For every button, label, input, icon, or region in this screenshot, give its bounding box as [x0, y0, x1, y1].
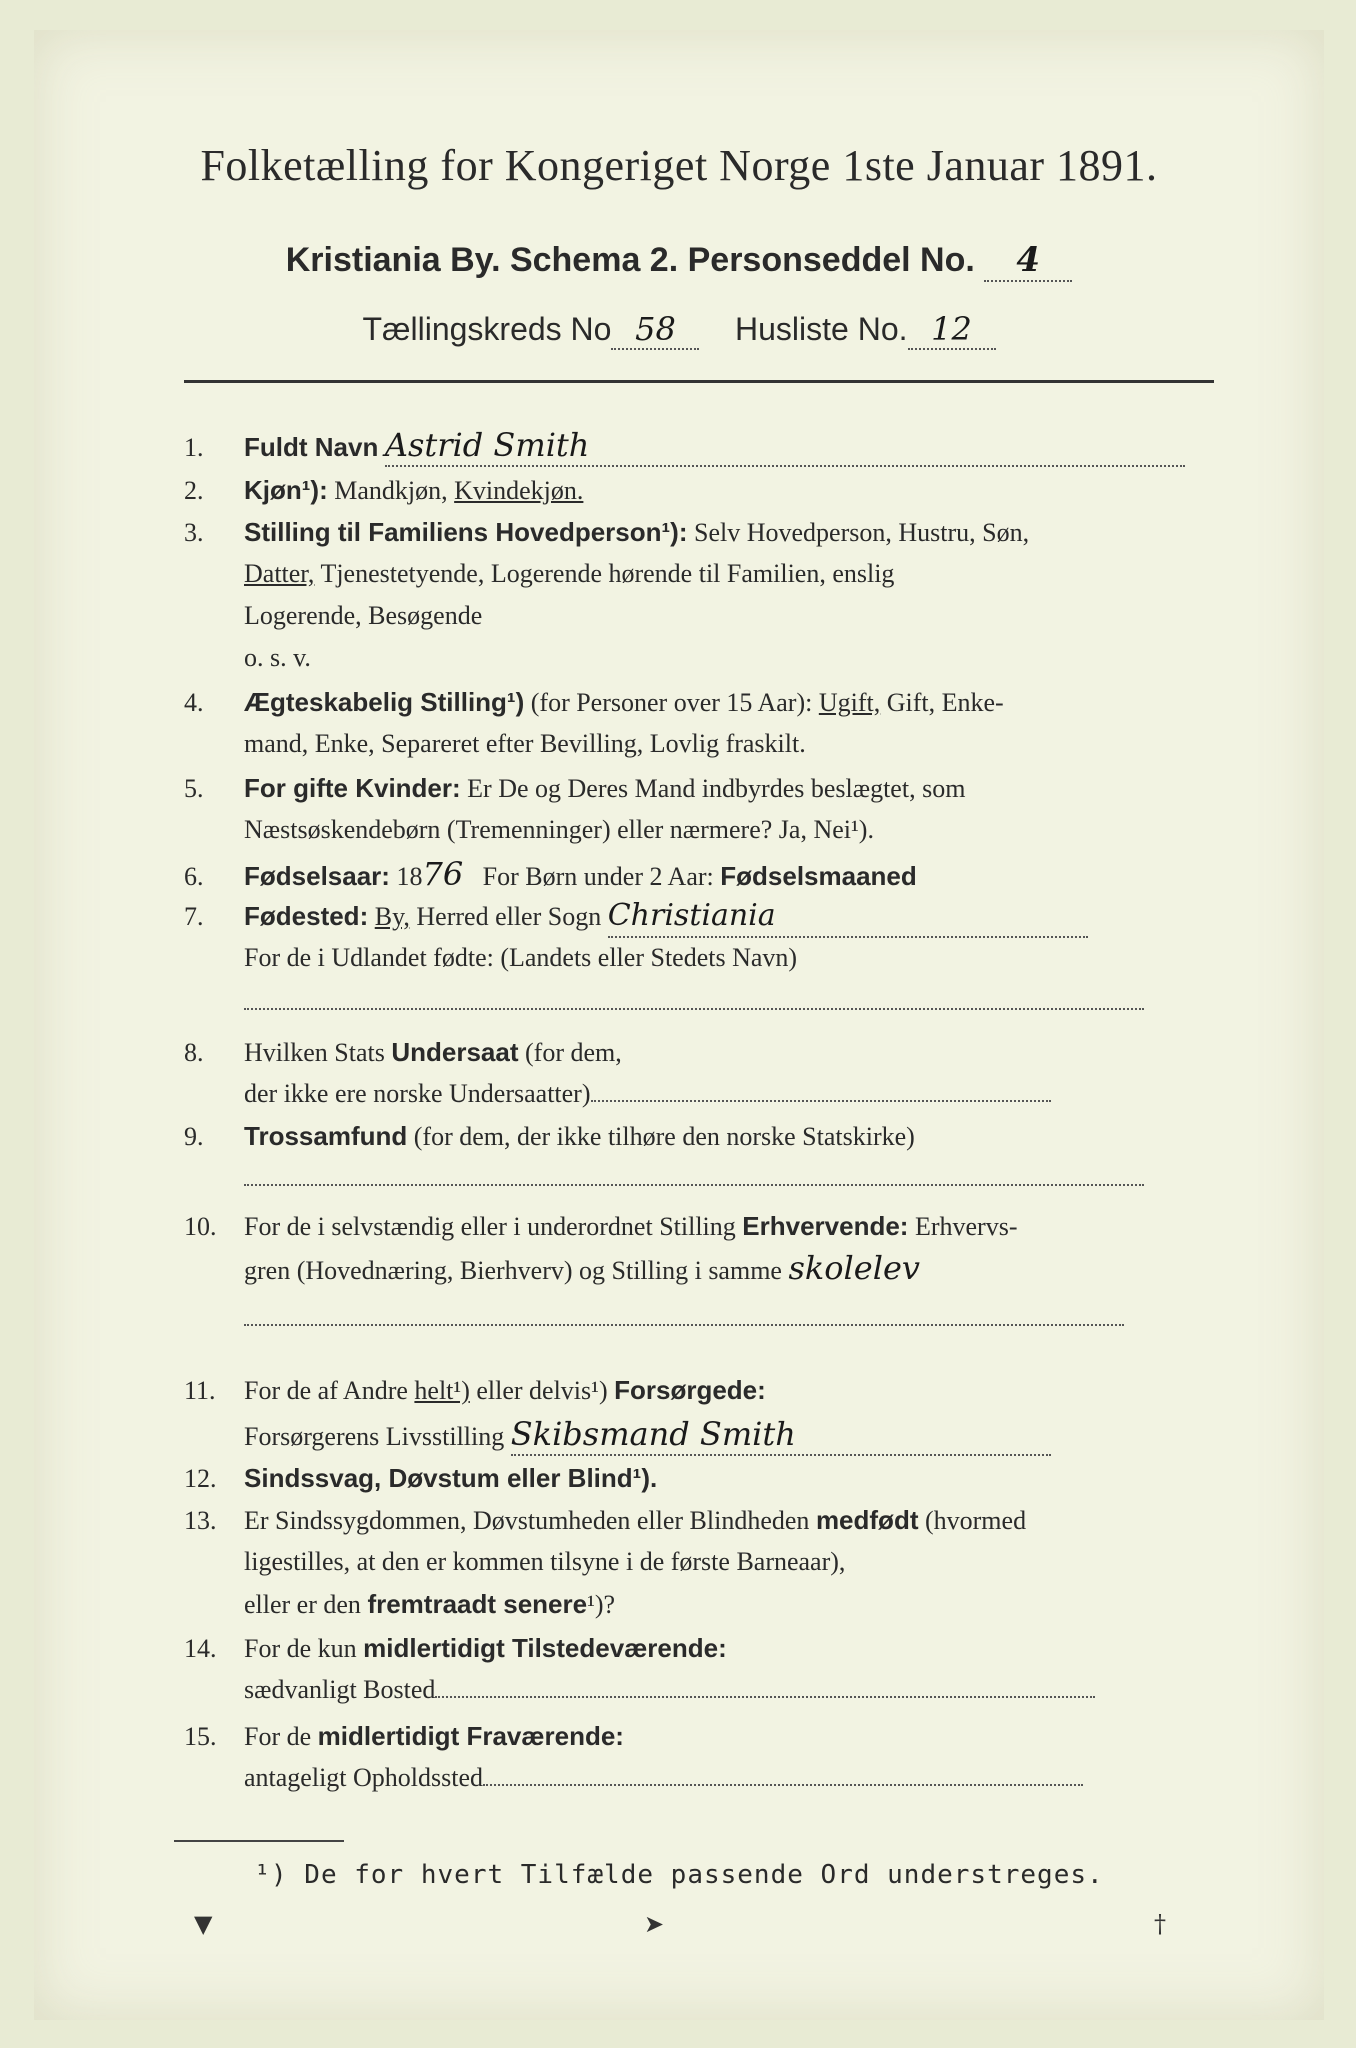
footnote: ¹) De for hvert Tilfælde passende Ord understreges.	[254, 1860, 1104, 1890]
item-label: fremtraadt senere	[367, 1589, 588, 1619]
provider-value: Skibsmand Smith	[511, 1414, 1051, 1456]
item-label: medfødt	[815, 1505, 919, 1535]
item-6	[184, 854, 1214, 897]
schema-line	[34, 240, 1324, 282]
krets-number: 58	[611, 310, 699, 350]
item-number: 11.	[184, 1376, 216, 1405]
krets-label: Tællingskreds No	[362, 311, 612, 347]
item-3	[184, 512, 1214, 553]
item-11-line2	[184, 1414, 1214, 1457]
mark-icon: ➤	[644, 1910, 665, 1938]
item-label: Forsørgede:	[614, 1375, 766, 1405]
item-label: Erhvervende:	[742, 1211, 909, 1241]
item-text: (hvormed	[924, 1506, 1027, 1535]
item-15-line2	[184, 1758, 1214, 1798]
item-label: Ægteskabelig Stilling¹)	[244, 687, 525, 717]
selected-option: Ugift,	[818, 688, 881, 717]
item-number: 12.	[184, 1464, 217, 1493]
item-text: Erhvervs-	[914, 1212, 1018, 1241]
item-9	[184, 1116, 1214, 1157]
item-number: 5.	[184, 774, 204, 803]
item-label: Kjøn¹):	[244, 475, 328, 505]
mark-icon: ▼	[194, 1910, 213, 1938]
item-8-line2	[184, 1074, 1214, 1114]
item-text: Er De og Deres Mand indbyrdes beslægtet, som	[467, 774, 966, 803]
footnote-divider	[174, 1840, 344, 1842]
item-text: For Børn under 2 Aar:	[482, 862, 714, 891]
item-number: 3.	[184, 518, 204, 547]
item-number: 4.	[184, 688, 204, 717]
personseddel-number: 4	[984, 240, 1072, 282]
item-10-line2	[184, 1248, 1214, 1291]
item-label: Fødested:	[244, 901, 369, 931]
item-number: 2.	[184, 476, 204, 505]
item-text: Mandkjøn,	[334, 476, 448, 505]
birth-year-value: 76	[422, 855, 464, 893]
krets-line	[34, 310, 1324, 350]
item-3-line3: Logerende, Besøgende	[244, 601, 483, 630]
item-number: 7.	[184, 902, 204, 931]
item-label: midlertidigt Tilstedeværende:	[363, 1633, 727, 1663]
husliste-number: 12	[908, 310, 996, 350]
item-1	[184, 425, 1214, 468]
item-text: (for dem, der ikke tilhøre den norske Statskirke)	[413, 1122, 915, 1151]
item-9-blank	[184, 1158, 1214, 1198]
item-text: antageligt Opholdssted	[244, 1763, 484, 1792]
item-text: sædvanligt Bosted	[244, 1675, 436, 1704]
item-label: Fødselsmaaned	[720, 861, 917, 891]
item-text: (for dem,	[525, 1038, 622, 1067]
item-label: Stilling til Familiens Hovedperson¹):	[244, 517, 688, 547]
item-7	[184, 896, 1214, 938]
item-text: For de i selvstændig eller i underordnet Stilling	[244, 1212, 736, 1241]
item-number: 14.	[184, 1634, 217, 1663]
item-text: For de af Andre	[244, 1376, 408, 1405]
item-13	[184, 1500, 1214, 1541]
selected-option: Kvindekjøn.	[454, 476, 584, 505]
census-form	[34, 30, 1324, 2020]
header-divider	[184, 380, 1214, 383]
husliste-label: Husliste No.	[735, 311, 908, 347]
item-8	[184, 1032, 1214, 1073]
item-10	[184, 1206, 1214, 1247]
item-label: Trossamfund	[244, 1121, 408, 1151]
item-text: eller delvis¹)	[476, 1376, 608, 1405]
item-11	[184, 1370, 1214, 1411]
item-label: Fødselsaar:	[244, 861, 390, 891]
occupation-value: skolelev	[788, 1249, 920, 1287]
item-14-line2	[184, 1670, 1214, 1710]
selected-option: Datter,	[244, 559, 315, 588]
item-text: Hvilken Stats	[244, 1038, 385, 1067]
item-14	[184, 1628, 1214, 1669]
item-number: 6.	[184, 862, 204, 891]
item-label: Undersaat	[391, 1037, 519, 1067]
item-13-line2: ligestilles, at den er kommen tilsyne i de første Barneaar),	[244, 1547, 846, 1576]
selected-option: By,	[374, 902, 410, 931]
item-text: der ikke ere norske Undersaatter)	[244, 1079, 591, 1108]
item-text: Forsørgerens Livsstilling	[244, 1422, 505, 1451]
form-title: Folketælling for Kongeriget Norge 1ste Januar 1891.	[200, 141, 1158, 190]
year-prefix: 18	[396, 862, 423, 891]
item-3-line2	[184, 554, 1214, 594]
birthplace-value: Christiania	[608, 896, 1088, 938]
item-label: Fuldt Navn	[244, 432, 379, 462]
item-label: For gifte Kvinder:	[244, 773, 461, 803]
item-text: Er Sindssygdommen, Døvstumheden eller Blindheden	[244, 1506, 810, 1535]
item-text: Herred eller Sogn	[416, 902, 602, 931]
item-7-blank	[184, 982, 1214, 1022]
item-text: For de	[244, 1722, 312, 1751]
item-number: 15.	[184, 1722, 217, 1751]
item-7-line2: For de i Udlandet fødte: (Landets eller Stedets Navn)	[244, 943, 798, 972]
item-4-line2: mand, Enke, Separeret efter Bevilling, Lovlig fraskilt.	[244, 729, 806, 758]
item-number: 1.	[184, 433, 204, 462]
schema-line-prefix: Kristiania By. Schema 2. Personseddel No.	[285, 241, 975, 279]
item-text: Gift, Enke-	[886, 688, 1004, 717]
item-15	[184, 1716, 1214, 1757]
item-text: (for Personer over 15 Aar):	[530, 688, 813, 717]
item-number: 9.	[184, 1122, 204, 1151]
item-number: 8.	[184, 1038, 204, 1067]
mark-icon: †	[1154, 1910, 1166, 1938]
item-text: gren (Hovednæring, Bierhverv) og Stilling i samme	[244, 1256, 782, 1285]
item-5	[184, 768, 1214, 809]
item-text: eller er den	[244, 1590, 361, 1619]
item-text: Tjenestetyende, Logerende hørende til Familien, enslig	[320, 559, 895, 588]
item-label: Sindssvag, Døvstum eller Blind¹).	[244, 1463, 658, 1493]
item-3-line4: o. s. v.	[244, 643, 311, 672]
item-number: 10.	[184, 1212, 217, 1241]
item-text: For de kun	[244, 1634, 357, 1663]
item-number: 13.	[184, 1506, 217, 1535]
item-12	[184, 1458, 1214, 1499]
item-label: midlertidigt Fraværende:	[317, 1721, 624, 1751]
item-5-line2: Næstsøskendebørn (Tremenninger) eller nærmere? Ja, Nei¹).	[244, 815, 874, 844]
full-name-value: Astrid Smith	[385, 425, 1185, 467]
item-13-line3	[184, 1584, 1214, 1625]
item-text: ¹)?	[587, 1590, 616, 1619]
item-2	[184, 470, 1214, 511]
selected-option: helt¹)	[414, 1376, 470, 1405]
item-text: Selv Hovedperson, Hustru, Søn,	[694, 518, 1030, 547]
item-4	[184, 682, 1214, 723]
item-10-blank	[184, 1298, 1214, 1338]
